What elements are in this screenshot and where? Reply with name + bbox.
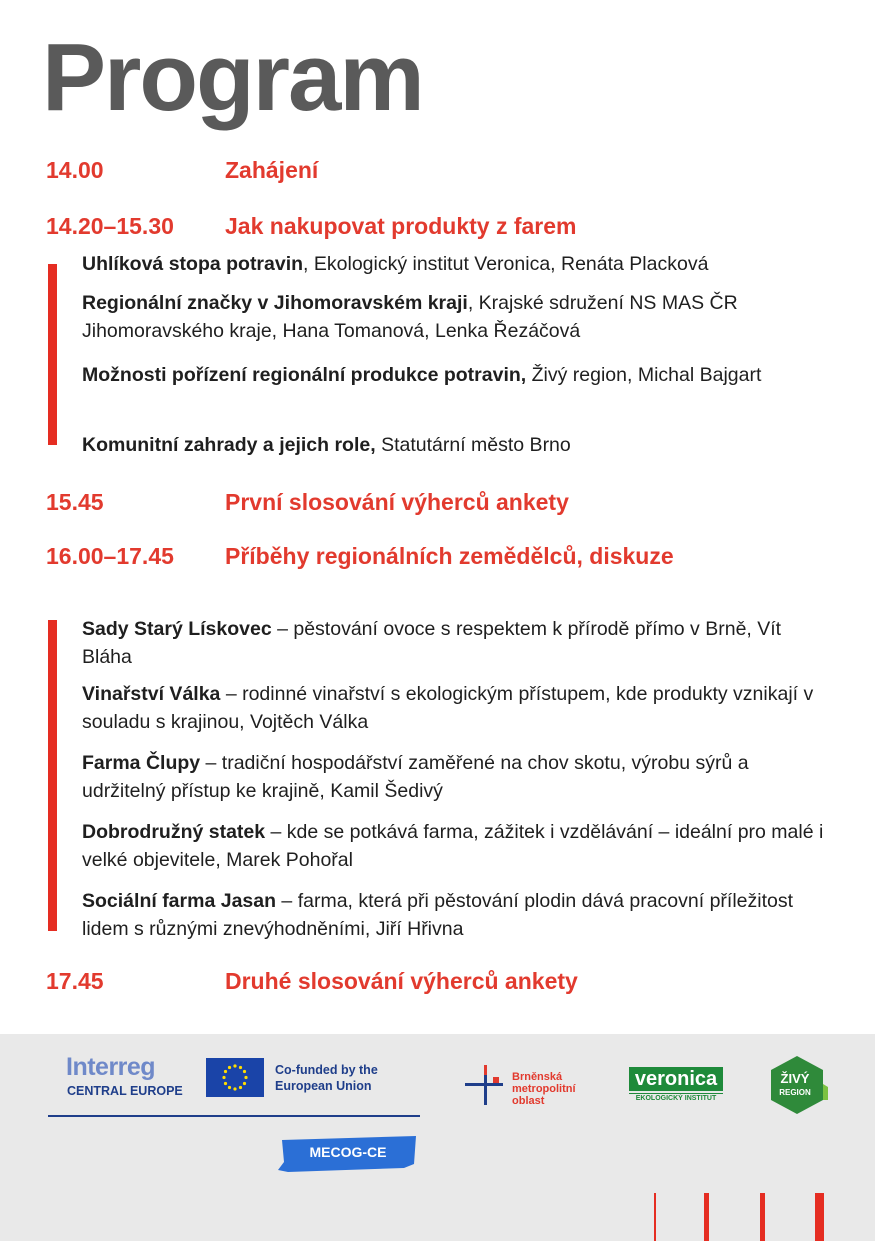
farmer-detail: – rodinné vinařství s ekologickým přístupem, kde produkty vznikají v souladu s krajinou, Vojtěch Válka [82,683,814,733]
footer-divider [48,1115,420,1117]
slot-title: První slosování výherců ankety [225,489,569,515]
talk-title: Uhlíková stopa potravin [82,253,304,275]
slot-time: 14.00 [46,157,104,183]
slot-title: Druhé slosování výherců ankety [225,968,578,994]
slot-time: 15.45 [46,489,104,515]
farmer-name: Sady Starý Lískovec [82,618,272,640]
farmer-name: Vinařství Válka [82,683,221,705]
farmer-detail: – kde se potkává farma, zážitek i vzdělávání – ideální pro malé i velké objevitele, Marek Pohořal [82,821,824,871]
veronica-subtitle: EKOLOGICKÝ INSTITUT [629,1093,723,1102]
cofunded-text: Co-funded by the European Union [275,1063,378,1093]
talk-item [82,361,827,389]
eu-flag-icon [206,1058,264,1097]
talk-item [82,289,827,345]
slot-time: 14.20–15.30 [46,213,174,239]
farmer-item [82,887,827,943]
decorative-stripe [815,1193,824,1241]
slot-title: Jak nakupovat produkty z farem [225,213,577,239]
section-accent-bar [48,620,57,931]
farmer-item [82,680,827,736]
farmer-name: Farma Člupy [82,752,201,774]
talk-title: Komunitní zahrady a jejich role, [82,434,376,456]
talk-title: Regionální značky v Jihomoravském kraji [82,292,468,314]
farmer-item [82,818,827,874]
talk-detail: , Ekologický institut Veronica, Renáta Placková [303,253,709,275]
decorative-stripe [654,1193,656,1241]
zivy-text: ŽIVÝ [780,1071,810,1086]
farmer-detail: – pěstování ovoce s respektem k přírodě přímo v Brně, Vít Bláha [82,618,782,668]
interreg-subtitle: CENTRAL EUROPE [67,1084,183,1098]
talk-title: Možnosti pořízení regionální produkce potravin, [82,364,527,386]
farmer-detail: – farma, která při pěstování plodin dává pracovní příležitost lidem s různými znevýhodněními, Jiří Hřivna [82,890,794,940]
eu-stars-icon [206,1058,264,1097]
veronica-wordmark: veronica [629,1067,723,1091]
farmer-detail: – tradiční hospodářství zaměřené na chov skotu, výrobu sýrů a udržitelný přístup ke krajině, Kamil Šedivý [82,752,749,802]
talk-detail: , Krajské sdružení NS MAS ČR Jihomoravského kraje, Hana Tomanová, Lenka Řezáčová [82,292,738,342]
farmer-name: Dobrodružný statek [82,821,266,843]
farmer-item [82,749,827,805]
decorative-stripe [704,1193,709,1241]
talk-item [82,431,827,459]
decorative-stripe [760,1193,765,1241]
mecog-label: MECOG-CE [309,1144,387,1160]
talk-detail: Statutární město Brno [375,434,571,456]
slot-title: Zahájení [225,157,319,183]
talk-item [82,250,827,278]
veronica-logo [629,1067,723,1103]
farmer-name: Sociální farma Jasan [82,890,277,912]
slot-title: Příběhy regionálních zemědělců, diskuze [225,543,674,569]
bmo-cross-icon [463,1063,505,1105]
slot-time: 17.45 [46,968,104,994]
farmer-item [82,615,827,671]
page-title: Program [42,24,423,131]
region-text: REGION [779,1088,811,1097]
section-accent-bar [48,264,57,445]
interreg-logo: Interreg [66,1053,156,1081]
slot-time: 16.00–17.45 [46,543,174,569]
talk-detail: Živý region, Michal Bajgart [526,364,762,386]
zivy-region-logo [766,1054,828,1116]
bmo-logo-text: Brněnská metropolitní oblast [512,1071,576,1107]
